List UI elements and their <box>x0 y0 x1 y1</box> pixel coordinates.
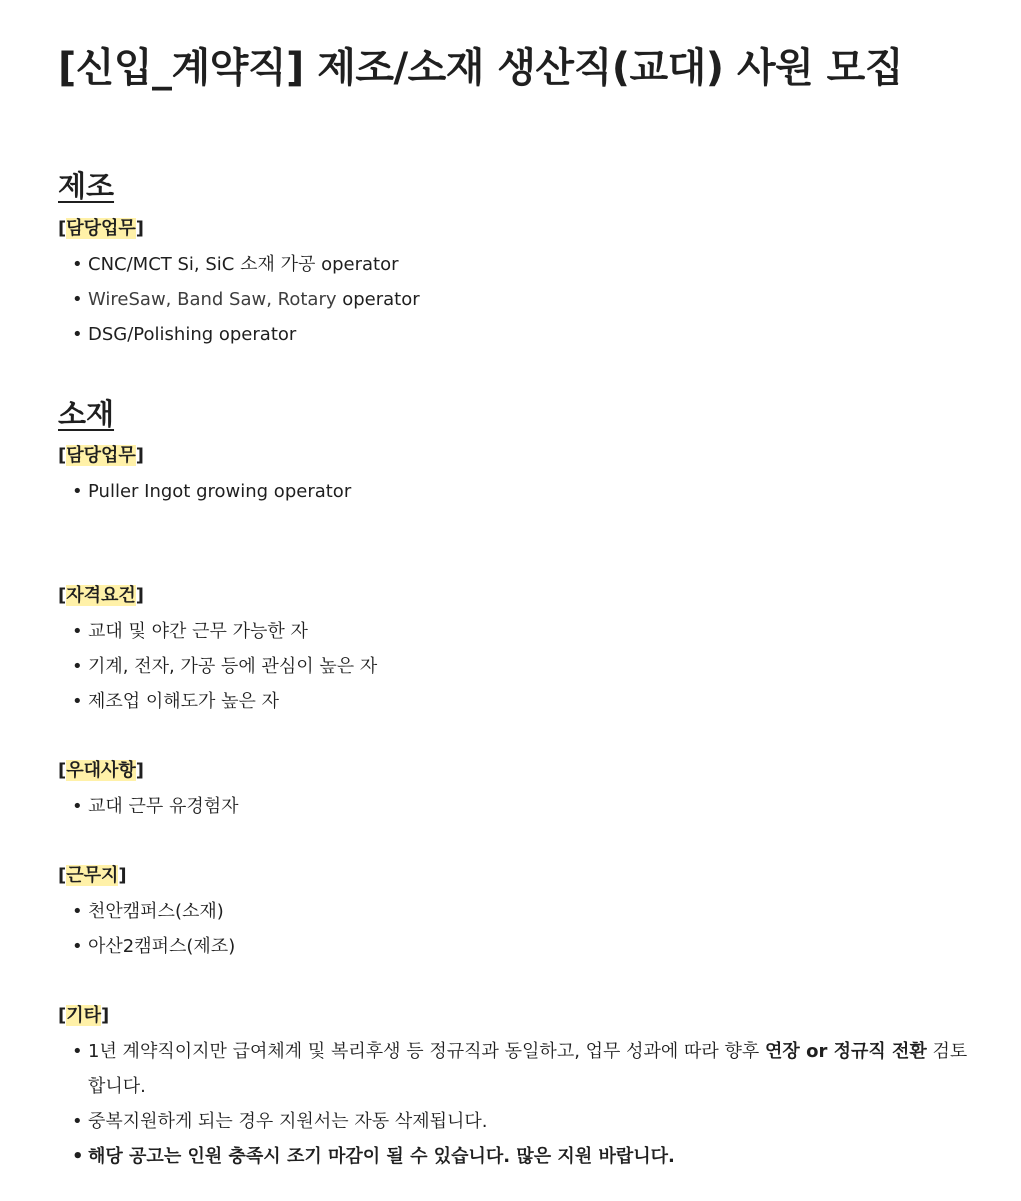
manufacturing-duties-label: [담당업무] <box>58 218 145 239</box>
material-duties-label: [담당업무] <box>58 445 145 466</box>
preferences-label: [우대사항] <box>58 760 145 781</box>
etc-list <box>0 1034 980 1174</box>
list-item: • 기계, 전자, 가공 등에 관심이 높은 자 <box>72 656 378 677</box>
section-heading-manufacturing: 제조 <box>58 169 115 203</box>
material-duties-list <box>0 474 980 509</box>
list-item: • 중복지원하게 되는 경우 지원서는 자동 삭제됩니다. <box>72 1111 488 1132</box>
list-item: • 1년 계약직이지만 급여체계 및 복리후생 등 정규직과 동일하고, 업무 성과에 따라 향후 연장 or 정규직 전환 검토합니다. <box>72 1041 968 1097</box>
list-item: • WireSaw, Band Saw, Rotary operator <box>72 289 420 310</box>
page-title: [신입_계약직] 제조/소재 생산직(교대) 사원 모집 <box>58 45 903 91</box>
list-item: • 천안캠퍼스(소재) <box>72 901 224 922</box>
list-item: • 제조업 이해도가 높은 자 <box>72 691 280 712</box>
location-label: [근무지] <box>58 865 127 886</box>
list-item: • DSG/Polishing operator <box>72 324 297 345</box>
list-item: • 교대 근무 유경험자 <box>72 796 239 817</box>
list-item: • Puller Ingot growing operator <box>72 481 352 502</box>
location-list <box>0 894 980 964</box>
list-item: • CNC/MCT Si, SiC 소재 가공 operator <box>72 254 399 275</box>
section-heading-material: 소재 <box>58 397 115 431</box>
list-item: • 아산2캠퍼스(제조) <box>72 936 236 957</box>
preferences-list <box>0 789 980 824</box>
qualifications-list <box>0 614 980 719</box>
qualifications-label: [자격요건] <box>58 585 145 606</box>
manufacturing-duties-list <box>0 247 980 352</box>
list-item: • 해당 공고는 인원 충족시 조기 마감이 될 수 있습니다. 많은 지원 바랍니다. <box>72 1146 675 1167</box>
list-item: • 교대 및 야간 근무 가능한 자 <box>72 621 308 642</box>
etc-label: [기타] <box>58 1005 110 1026</box>
